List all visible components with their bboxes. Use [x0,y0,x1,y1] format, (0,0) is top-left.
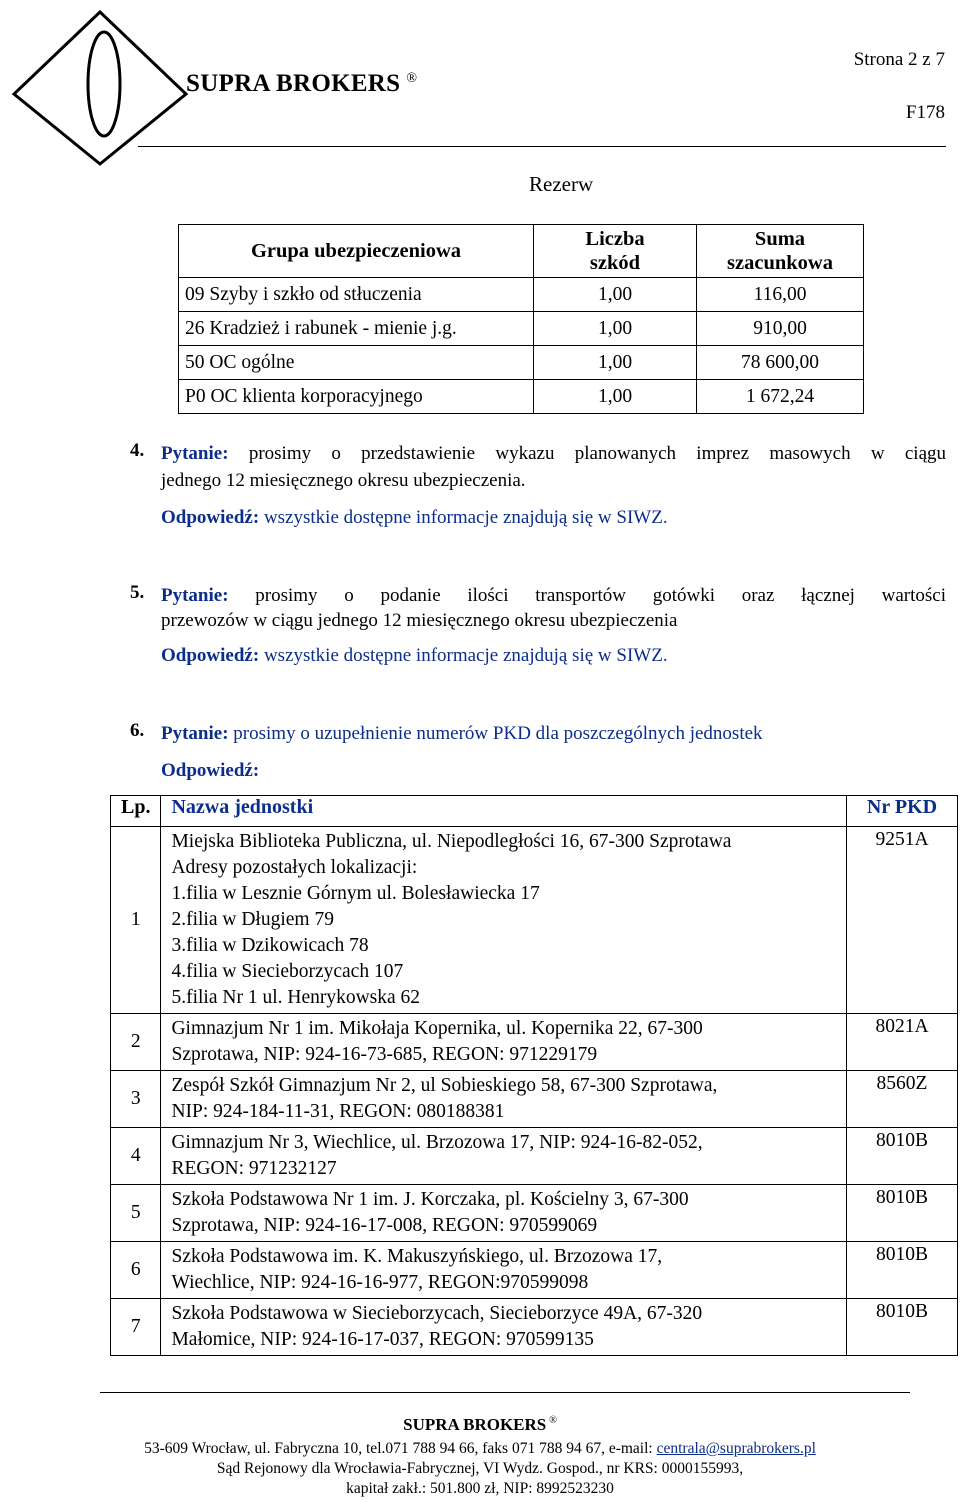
answer-5: Odpowiedź: wszystkie dostępne informacje znajdują się w SIWZ. [161,645,668,666]
cell-pkd: 8010B [847,1242,958,1299]
table-row [111,1242,958,1299]
question-4-line2: jednego 12 miesięcznego okresu ubezpieczenia. [161,470,526,491]
table-row [111,1071,958,1128]
table-caption: Rezerw [529,172,594,196]
claims-header-row [179,225,864,278]
cell-group: P0 OC klienta korporacyjnego [179,380,534,414]
cell-pkd: 8021A [847,1014,958,1071]
form-code: F178 [905,102,945,123]
cell-lp: 1 [111,827,161,1014]
footer-address: 53-609 Wrocław, ul. Fabryczna 10, tel.071 788 94 66, faks 071 788 94 67, e-mail: centrala@suprabrokers.pl [144,1440,816,1457]
table-row [111,1185,958,1242]
col-header-count: Liczba szkód [534,225,697,278]
cell-sum: 78 600,00 [697,346,864,380]
page-number: Strona 2 z 7 [853,49,945,70]
answer-4: Odpowiedź: wszystkie dostępne informacje znajdują się w SIWZ. [161,507,668,528]
footer-court: Sąd Rejonowy dla Wrocławia-Fabrycznej, VI Wydz. Gospod., nr KRS: 0000155993, [216,1460,744,1477]
cell-sum: 910,00 [697,312,864,346]
cell-sum: 116,00 [697,278,864,312]
cell-unit-name: Szkoła Podstawowa im. K. Makuszyńskiego, ul. Brzozowa 17, Wiechlice, NIP: 924-16-16-977, REGON:970599098 [161,1242,847,1299]
cell-pkd: 8010B [847,1299,958,1356]
cell-count: 1,00 [534,312,697,346]
cell-sum: 1 672,24 [697,380,864,414]
cell-lp: 2 [111,1014,161,1071]
cell-unit-name: Szkoła Podstawowa Nr 1 im. J. Korczaka, pl. Kościelny 3, 67-300 Szprotawa, NIP: 924-16-17-008, REGON: 970599069 [161,1185,847,1242]
cell-pkd: 8010B [847,1128,958,1185]
col-header-name: Nazwa jednostki [161,796,847,827]
header-divider [138,146,946,147]
question-6-line1: Pytanie: prosimy o uzupełnienie numerów PKD dla poszczególnych jednostek [161,723,763,744]
table-row [111,827,958,1014]
cell-count: 1,00 [534,380,697,414]
question-6-number: 6. [130,720,145,741]
cell-unit-name: Gimnazjum Nr 1 im. Mikołaja Kopernika, ul. Kopernika 22, 67-300 Szprotawa, NIP: 924-16-73-685, REGON: 971229179 [161,1014,847,1071]
cell-group: 26 Kradzież i rabunek - mienie j.g. [179,312,534,346]
footer-brand: SUPRA BROKERS ® [403,1415,557,1434]
cell-lp: 4 [111,1128,161,1185]
question-5-line1: Pytanie: prosimy o podanie ilości transportów gotówki oraz łącznej wartości [161,585,946,606]
pkd-table [110,795,958,1356]
question-4-line1: Pytanie: prosimy o przedstawienie wykazu planowanych imprez masowych w ciągu [161,443,946,464]
cell-count: 1,00 [534,346,697,380]
col-header-lp: Lp. [111,796,161,827]
brand-name: SUPRA BROKERS ® [186,70,418,97]
pkd-header-row [111,796,958,827]
footer-email-link[interactable]: centrala@suprabrokers.pl [656,1440,816,1457]
answer-6: Odpowiedź: [161,760,260,781]
claims-table [178,224,864,414]
table-row [111,1014,958,1071]
cell-lp: 6 [111,1242,161,1299]
cell-pkd: 9251A [847,827,958,1014]
table-row [179,346,864,380]
table-row [179,380,864,414]
cell-group: 50 OC ogólne [179,346,534,380]
table-row [179,278,864,312]
table-row [111,1128,958,1185]
cell-unit-name: Miejska Biblioteka Publiczna, ul. Niepodległości 16, 67-300 Szprotawa Adresy pozostałych lokalizacji: 1.filia w Lesznie Górnym ul. Bolesławiecka 17 2.filia w Długiem 79 3.filia w Dzikowicach 78 4.filia w Siecieborzycach 107 5.filia Nr 1 ul. Henrykowska 62 [161,827,847,1014]
cell-lp: 7 [111,1299,161,1356]
col-header-group: Grupa ubezpieczeniowa [179,225,534,278]
cell-pkd: 8560Z [847,1071,958,1128]
cell-unit-name: Zespół Szkół Gimnazjum Nr 2, ul Sobieskiego 58, 67-300 Szprotawa, NIP: 924-184-11-31, REGON: 080188381 [161,1071,847,1128]
registered-mark: ® [406,70,418,86]
cell-unit-name: Szkoła Podstawowa w Siecieborzycach, Siecieborzyce 49A, 67-320 Małomice, NIP: 924-16-17-037, REGON: 970599135 [161,1299,847,1356]
cell-group: 09 Szyby i szkło od stłuczenia [179,278,534,312]
supra-brokers-logo [10,8,190,168]
footer-divider [100,1392,910,1393]
footer-capital: kapitał zakł.: 501.800 zł, NIP: 8992523230 [346,1480,614,1497]
question-5-number: 5. [130,582,145,603]
cell-lp: 3 [111,1071,161,1128]
question-4-number: 4. [130,440,145,461]
table-row [111,1299,958,1356]
cell-pkd: 8010B [847,1185,958,1242]
table-row [179,312,864,346]
question-5-line2: przewozów w ciągu jednego 12 miesięcznego okresu ubezpieczenia [161,610,678,631]
col-header-sum: Suma szacunkowa [697,225,864,278]
cell-lp: 5 [111,1185,161,1242]
cell-unit-name: Gimnazjum Nr 3, Wiechlice, ul. Brzozowa 17, NIP: 924-16-82-052, REGON: 971232127 [161,1128,847,1185]
col-header-pkd: Nr PKD [847,796,958,827]
cell-count: 1,00 [534,278,697,312]
